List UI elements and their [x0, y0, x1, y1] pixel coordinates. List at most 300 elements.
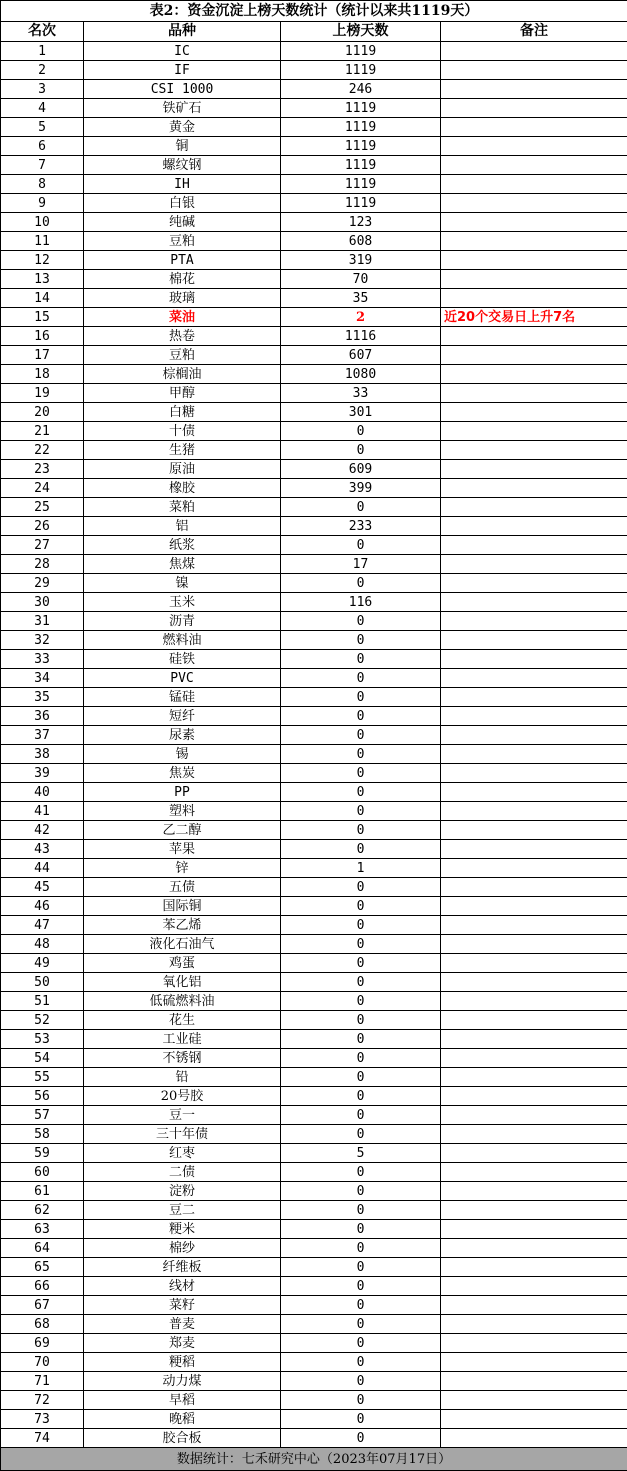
- rank-cell: 16: [1, 327, 84, 346]
- name-cell: 工业硅: [84, 1030, 281, 1049]
- table-row: [1, 574, 627, 593]
- name-cell: 铅: [84, 1068, 281, 1087]
- rank-cell: 21: [1, 422, 84, 441]
- rank-cell: 1: [1, 42, 84, 61]
- note-cell: [441, 1429, 627, 1448]
- table-row: [1, 1353, 627, 1372]
- note-cell: [441, 935, 627, 954]
- name-cell: 粳米: [84, 1220, 281, 1239]
- name-cell: 短纤: [84, 707, 281, 726]
- name-cell: 乙二醇: [84, 821, 281, 840]
- name-cell: 动力煤: [84, 1372, 281, 1391]
- name-cell: 二债: [84, 1163, 281, 1182]
- note-cell: [441, 954, 627, 973]
- name-cell: 低硫燃料油: [84, 992, 281, 1011]
- table-row: [1, 707, 627, 726]
- name-cell: 不锈钢: [84, 1049, 281, 1068]
- table-row: [1, 384, 627, 403]
- table-row: [1, 80, 627, 99]
- table-row: [1, 156, 627, 175]
- name-cell: 胶合板: [84, 1429, 281, 1448]
- name-cell: 花生: [84, 1011, 281, 1030]
- table-row: [1, 460, 627, 479]
- days-cell: 0: [281, 973, 441, 992]
- note-cell: [441, 992, 627, 1011]
- note-cell: [441, 764, 627, 783]
- name-cell: 硅铁: [84, 650, 281, 669]
- note-cell: [441, 821, 627, 840]
- days-cell: 1119: [281, 118, 441, 137]
- name-cell: 焦煤: [84, 555, 281, 574]
- days-cell: 609: [281, 460, 441, 479]
- table-row: [1, 555, 627, 574]
- rank-cell: 66: [1, 1277, 84, 1296]
- rank-cell: 23: [1, 460, 84, 479]
- rank-cell: 37: [1, 726, 84, 745]
- rank-cell: 27: [1, 536, 84, 555]
- note-cell: [441, 1182, 627, 1201]
- days-cell: 399: [281, 479, 441, 498]
- data-source-note: 数据统计：七禾研究中心（2023年07月17日）: [1, 1448, 627, 1471]
- note-cell: [441, 327, 627, 346]
- rank-cell: 12: [1, 251, 84, 270]
- note-cell: [441, 593, 627, 612]
- days-cell: 1119: [281, 156, 441, 175]
- rank-cell: 33: [1, 650, 84, 669]
- note-cell: [441, 156, 627, 175]
- header-note: 备注: [441, 22, 627, 42]
- name-cell: 粳稻: [84, 1353, 281, 1372]
- note-cell: [441, 669, 627, 688]
- days-cell: 0: [281, 1182, 441, 1201]
- table-row: [1, 99, 627, 118]
- table-row: [1, 1068, 627, 1087]
- rank-cell: 7: [1, 156, 84, 175]
- table-row: [1, 935, 627, 954]
- days-cell: 1119: [281, 99, 441, 118]
- table-row: [1, 612, 627, 631]
- table-row: [1, 251, 627, 270]
- name-cell: 甲醇: [84, 384, 281, 403]
- rank-cell: 59: [1, 1144, 84, 1163]
- name-cell: 豆粕: [84, 232, 281, 251]
- rank-cell: 63: [1, 1220, 84, 1239]
- note-cell: [441, 916, 627, 935]
- note-cell: [441, 1068, 627, 1087]
- rank-cell: 20: [1, 403, 84, 422]
- note-cell: [441, 859, 627, 878]
- rank-cell: 67: [1, 1296, 84, 1315]
- rank-cell: 31: [1, 612, 84, 631]
- name-cell: PVC: [84, 669, 281, 688]
- note-cell: [441, 1163, 627, 1182]
- days-cell: 0: [281, 764, 441, 783]
- days-cell: 0: [281, 536, 441, 555]
- rank-cell: 42: [1, 821, 84, 840]
- note-cell: [441, 1201, 627, 1220]
- note-cell: [441, 1315, 627, 1334]
- note-cell: [441, 441, 627, 460]
- days-cell: 1119: [281, 194, 441, 213]
- name-cell: 纯碱: [84, 213, 281, 232]
- table-row: [1, 194, 627, 213]
- days-cell: 0: [281, 916, 441, 935]
- days-cell: 17: [281, 555, 441, 574]
- note-cell: [441, 1410, 627, 1429]
- table-row: [1, 1125, 627, 1144]
- rank-cell: 62: [1, 1201, 84, 1220]
- table-row: [1, 61, 627, 80]
- table-row: [1, 745, 627, 764]
- note-cell: [441, 384, 627, 403]
- table-row: [1, 1144, 627, 1163]
- note-cell: [441, 517, 627, 536]
- table-row: [1, 118, 627, 137]
- rank-cell: 18: [1, 365, 84, 384]
- note-cell: [441, 1372, 627, 1391]
- rank-cell: 46: [1, 897, 84, 916]
- table-row: [1, 346, 627, 365]
- days-cell: 0: [281, 1220, 441, 1239]
- table-row: [1, 1391, 627, 1410]
- days-cell: 0: [281, 1201, 441, 1220]
- note-cell: [441, 61, 627, 80]
- note-cell: [441, 460, 627, 479]
- name-cell: 20号胶: [84, 1087, 281, 1106]
- days-cell: 0: [281, 1277, 441, 1296]
- note-cell: [441, 840, 627, 859]
- rank-cell: 38: [1, 745, 84, 764]
- rank-cell: 71: [1, 1372, 84, 1391]
- name-cell: 十债: [84, 422, 281, 441]
- days-cell: 0: [281, 650, 441, 669]
- rank-cell: 43: [1, 840, 84, 859]
- note-cell: [441, 213, 627, 232]
- table-row: [1, 859, 627, 878]
- name-cell: 铁矿石: [84, 99, 281, 118]
- rank-cell: 17: [1, 346, 84, 365]
- days-cell: 0: [281, 1410, 441, 1429]
- rank-cell: 39: [1, 764, 84, 783]
- rank-cell: 69: [1, 1334, 84, 1353]
- rank-cell: 60: [1, 1163, 84, 1182]
- name-cell: 棕榈油: [84, 365, 281, 384]
- rank-cell: 72: [1, 1391, 84, 1410]
- note-cell: [441, 650, 627, 669]
- rank-cell: 54: [1, 1049, 84, 1068]
- table-row: [1, 42, 627, 61]
- name-cell: 豆粕: [84, 346, 281, 365]
- days-cell: 233: [281, 517, 441, 536]
- note-cell: [441, 118, 627, 137]
- days-cell: 0: [281, 1429, 441, 1448]
- name-cell: 黄金: [84, 118, 281, 137]
- note-cell: [441, 878, 627, 897]
- days-cell: 0: [281, 745, 441, 764]
- name-cell: 塑料: [84, 802, 281, 821]
- note-cell: [441, 973, 627, 992]
- table-row: [1, 840, 627, 859]
- name-cell: 尿素: [84, 726, 281, 745]
- name-cell: 棉花: [84, 270, 281, 289]
- name-cell: 晚稻: [84, 1410, 281, 1429]
- name-cell: 生猪: [84, 441, 281, 460]
- days-cell: 246: [281, 80, 441, 99]
- table-row: [1, 764, 627, 783]
- note-cell: [441, 403, 627, 422]
- note-cell: 近20个交易日上升7名: [441, 308, 627, 327]
- rank-cell: 19: [1, 384, 84, 403]
- table-row: [1, 631, 627, 650]
- days-cell: 0: [281, 802, 441, 821]
- rank-cell: 40: [1, 783, 84, 802]
- table-row: [1, 232, 627, 251]
- header-row: [1, 22, 627, 42]
- rank-cell: 49: [1, 954, 84, 973]
- days-cell: 0: [281, 1258, 441, 1277]
- rank-cell: 44: [1, 859, 84, 878]
- table-row: [1, 650, 627, 669]
- note-cell: [441, 99, 627, 118]
- name-cell: 红枣: [84, 1144, 281, 1163]
- name-cell: 燃料油: [84, 631, 281, 650]
- name-cell: 橡胶: [84, 479, 281, 498]
- note-cell: [441, 707, 627, 726]
- name-cell: 淀粉: [84, 1182, 281, 1201]
- rank-cell: 24: [1, 479, 84, 498]
- rank-cell: 14: [1, 289, 84, 308]
- days-cell: 0: [281, 897, 441, 916]
- note-cell: [441, 1296, 627, 1315]
- rank-cell: 73: [1, 1410, 84, 1429]
- rank-cell: 58: [1, 1125, 84, 1144]
- note-cell: [441, 536, 627, 555]
- days-cell: 0: [281, 1372, 441, 1391]
- header-variety: 品种: [84, 22, 281, 42]
- name-cell: 早稻: [84, 1391, 281, 1410]
- rank-cell: 10: [1, 213, 84, 232]
- note-cell: [441, 498, 627, 517]
- name-cell: 线材: [84, 1277, 281, 1296]
- name-cell: 玉米: [84, 593, 281, 612]
- days-cell: 1080: [281, 365, 441, 384]
- note-cell: [441, 1144, 627, 1163]
- name-cell: 豆二: [84, 1201, 281, 1220]
- rank-cell: 47: [1, 916, 84, 935]
- table-row: [1, 327, 627, 346]
- name-cell: PP: [84, 783, 281, 802]
- rank-cell: 65: [1, 1258, 84, 1277]
- note-cell: [441, 1353, 627, 1372]
- note-cell: [441, 1220, 627, 1239]
- days-cell: 0: [281, 669, 441, 688]
- note-cell: [441, 365, 627, 384]
- note-cell: [441, 1011, 627, 1030]
- table-row: [1, 992, 627, 1011]
- name-cell: 普麦: [84, 1315, 281, 1334]
- table-row: [1, 783, 627, 802]
- days-cell: 5: [281, 1144, 441, 1163]
- name-cell: 三十年债: [84, 1125, 281, 1144]
- rank-cell: 9: [1, 194, 84, 213]
- days-cell: 0: [281, 441, 441, 460]
- table-row: [1, 593, 627, 612]
- table-title: 表2：资金沉淀上榜天数统计（统计以来共1119天）: [1, 1, 627, 22]
- days-cell: 0: [281, 1334, 441, 1353]
- name-cell: 国际铜: [84, 897, 281, 916]
- name-cell: 螺纹钢: [84, 156, 281, 175]
- name-cell: 白银: [84, 194, 281, 213]
- name-cell: 郑麦: [84, 1334, 281, 1353]
- note-cell: [441, 612, 627, 631]
- days-cell: 1119: [281, 137, 441, 156]
- days-cell: 0: [281, 1391, 441, 1410]
- rank-cell: 15: [1, 308, 84, 327]
- rank-cell: 32: [1, 631, 84, 650]
- note-cell: [441, 251, 627, 270]
- table-row: [1, 1410, 627, 1429]
- name-cell: PTA: [84, 251, 281, 270]
- table-row: [1, 1239, 627, 1258]
- days-cell: 0: [281, 498, 441, 517]
- name-cell: 纸浆: [84, 536, 281, 555]
- note-cell: [441, 346, 627, 365]
- table-row: [1, 308, 627, 327]
- days-cell: 123: [281, 213, 441, 232]
- name-cell: IF: [84, 61, 281, 80]
- table-row: [1, 1201, 627, 1220]
- note-cell: [441, 897, 627, 916]
- rank-cell: 29: [1, 574, 84, 593]
- table-row: [1, 441, 627, 460]
- note-cell: [441, 232, 627, 251]
- rank-cell: 51: [1, 992, 84, 1011]
- days-cell: 0: [281, 992, 441, 1011]
- days-cell: 1: [281, 859, 441, 878]
- table-row: [1, 973, 627, 992]
- days-cell: 0: [281, 1030, 441, 1049]
- days-cell: 0: [281, 631, 441, 650]
- rank-cell: 61: [1, 1182, 84, 1201]
- note-cell: [441, 80, 627, 99]
- rank-cell: 5: [1, 118, 84, 137]
- name-cell: IC: [84, 42, 281, 61]
- rank-cell: 30: [1, 593, 84, 612]
- table-row: [1, 365, 627, 384]
- days-cell: 607: [281, 346, 441, 365]
- rank-cell: 64: [1, 1239, 84, 1258]
- days-cell: 0: [281, 1049, 441, 1068]
- table-row: [1, 726, 627, 745]
- note-cell: [441, 1030, 627, 1049]
- note-cell: [441, 1125, 627, 1144]
- table-row: [1, 1296, 627, 1315]
- name-cell: 菜粕: [84, 498, 281, 517]
- table-row: [1, 517, 627, 536]
- name-cell: 液化石油气: [84, 935, 281, 954]
- rank-cell: 34: [1, 669, 84, 688]
- name-cell: CSI 1000: [84, 80, 281, 99]
- note-cell: [441, 1049, 627, 1068]
- note-cell: [441, 1106, 627, 1125]
- name-cell: 锰硅: [84, 688, 281, 707]
- days-cell: 0: [281, 1106, 441, 1125]
- days-cell: 0: [281, 1353, 441, 1372]
- rank-cell: 26: [1, 517, 84, 536]
- name-cell: 五债: [84, 878, 281, 897]
- days-cell: 0: [281, 1315, 441, 1334]
- days-cell: 0: [281, 783, 441, 802]
- note-cell: [441, 631, 627, 650]
- days-cell: 1119: [281, 175, 441, 194]
- table-row: [1, 1372, 627, 1391]
- name-cell: 原油: [84, 460, 281, 479]
- note-cell: [441, 1258, 627, 1277]
- note-cell: [441, 479, 627, 498]
- days-cell: 33: [281, 384, 441, 403]
- note-cell: [441, 1391, 627, 1410]
- days-cell: 0: [281, 726, 441, 745]
- note-cell: [441, 1087, 627, 1106]
- table-row: [1, 213, 627, 232]
- name-cell: 苹果: [84, 840, 281, 859]
- note-cell: [441, 802, 627, 821]
- name-cell: 氧化铝: [84, 973, 281, 992]
- note-cell: [441, 726, 627, 745]
- days-cell: 0: [281, 1011, 441, 1030]
- table-row: [1, 1182, 627, 1201]
- days-cell: 0: [281, 707, 441, 726]
- days-cell: 116: [281, 593, 441, 612]
- rank-cell: 70: [1, 1353, 84, 1372]
- rank-cell: 13: [1, 270, 84, 289]
- days-cell: 2: [281, 308, 441, 327]
- rank-cell: 48: [1, 935, 84, 954]
- table-row: [1, 954, 627, 973]
- rank-cell: 36: [1, 707, 84, 726]
- table-row: [1, 897, 627, 916]
- table-row: [1, 270, 627, 289]
- rank-cell: 6: [1, 137, 84, 156]
- name-cell: 苯乙烯: [84, 916, 281, 935]
- rank-cell: 4: [1, 99, 84, 118]
- days-cell: 1116: [281, 327, 441, 346]
- days-cell: 0: [281, 1087, 441, 1106]
- note-cell: [441, 574, 627, 593]
- table-row: [1, 878, 627, 897]
- table-row: [1, 1429, 627, 1448]
- name-cell: 玻璃: [84, 289, 281, 308]
- rank-cell: 68: [1, 1315, 84, 1334]
- rank-cell: 28: [1, 555, 84, 574]
- note-cell: [441, 745, 627, 764]
- table-row: [1, 1258, 627, 1277]
- days-cell: 0: [281, 612, 441, 631]
- name-cell: 镍: [84, 574, 281, 593]
- name-cell: 鸡蛋: [84, 954, 281, 973]
- name-cell: 锡: [84, 745, 281, 764]
- rank-cell: 55: [1, 1068, 84, 1087]
- days-cell: 70: [281, 270, 441, 289]
- days-cell: 608: [281, 232, 441, 251]
- days-cell: 0: [281, 840, 441, 859]
- name-cell: 热卷: [84, 327, 281, 346]
- days-cell: 0: [281, 1239, 441, 1258]
- table-row: [1, 498, 627, 517]
- rank-cell: 2: [1, 61, 84, 80]
- rank-cell: 8: [1, 175, 84, 194]
- table-row: [1, 403, 627, 422]
